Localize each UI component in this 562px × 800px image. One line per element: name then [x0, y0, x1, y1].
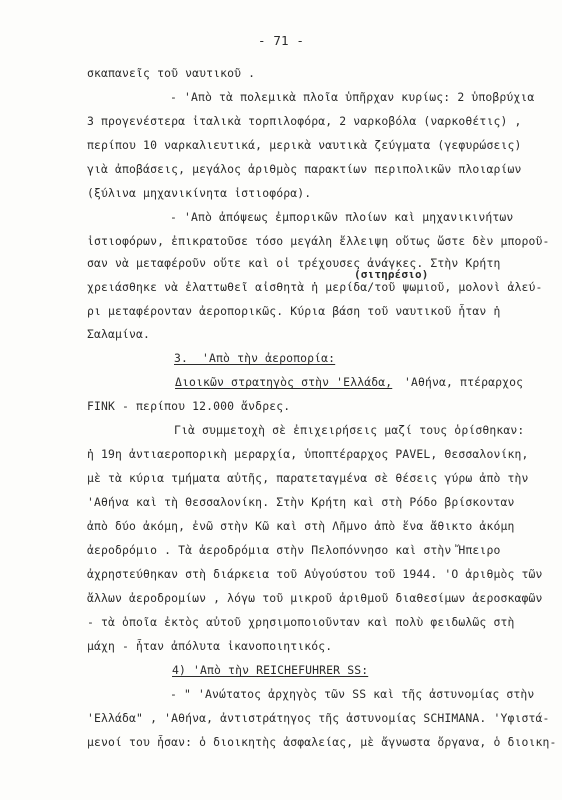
text-line: 'Ελλάδα" , 'Αθήνα, ἀντιστράτηγος τῆς ἀστυνομίας SCHIMANA. 'Υφιστά-: [87, 711, 550, 725]
text-line: Γιὰ συμμετοχὴ σὲ ἐπιχειρήσεις μαζί τους ὁρίσθηκαν:: [174, 423, 525, 437]
text-line: μενοί του ἦσαν: ὁ διοικητὴς ἀσφαλείας, μὲ ἄγνωστα ὄργανα, ὁ διοικη-: [87, 735, 557, 749]
text-line: ρι μεταφέρονταν ἀεροπορικῶς. Κύρια βάση τοῦ ναυτικοῦ ἦταν ἡ: [87, 304, 501, 318]
page-number: - 71 -: [257, 33, 305, 48]
section-heading: 3.__'Απὸ_τὴν_ἀεροπορία:: [174, 351, 336, 365]
commander-label: Διοικῶν_στρατηγὸς_στὴν_'Ελλάδα,: [175, 375, 393, 389]
text-line: Σαλαμίνα.: [87, 327, 151, 341]
text-line: γιὰ ἀποβάσεις, μεγάλος ἀριθμὸς παρακτίων περιπολικῶν πλοιαρίων: [87, 162, 522, 176]
text-line: περίπου 10 ναρκαλιευτικά, μερικὰ ναυτικὰ ζεύγματα (γεφυρώσεις): [87, 138, 522, 152]
text-line: FINK - περίπου 12.000 ἄνδρες.: [87, 399, 291, 413]
text-line: ἱστιοφόρων, ἐπικρατοῦσε τόσο μεγάλη ἔλλειψη οὔτως ὥστε δὲν μποροῦ-: [87, 234, 550, 248]
handwritten-insertion: (σιτηρέσιο): [354, 268, 429, 281]
text-line: - " 'Ανώτατος ἀρχηγὸς τῶν SS καὶ τῆς ἀστυνομίας στὴν: [170, 687, 535, 701]
text-line: 'Αθήνα καὶ τὴ Θεσσαλονίκη. Στὴν Κρήτη καὶ στὴ Ρόδο βρίσκονταν: [87, 495, 515, 509]
text-line: ἀχρηστεύθηκαν στὴ διάρκεια τοῦ Αὐγούστου τοῦ 1944. 'Ο ἀριθμὸς τῶν: [87, 567, 543, 581]
text-line: ἡ 19η ἀντιαεροπορικὴ μεραρχία, ὑποπτέραρχος PAVEL, Θεσσαλονίκη,: [87, 447, 529, 461]
text-line: (ξύλινα μηχανικίνητα ἱστιοφόρα).: [87, 186, 312, 200]
text-line: σκαπανεῖς τοῦ ναυτικοῦ .: [87, 66, 256, 80]
text-line: - 'Απὸ ἀπόψεως ἐμπορικῶν πλοίων καὶ μηχανικινήτων: [170, 210, 514, 224]
text-line: ἀεροδρόμιο . Τὰ ἀεροδρόμια στὴν Πελοπόννησο καὶ στὴν Ἤπειρο: [87, 543, 501, 557]
text-line: μάχη - ἦταν ἀπόλυτα ἱκανοποιητικός.: [87, 639, 333, 653]
text-line: 3 προγενέστερα ἰταλικὰ τορπιλοφόρα, 2 ναρκοβόλα (ναρκοθέτις) ,: [87, 114, 522, 128]
text-line: ἄλλων ἀεροδρομίων , λόγω τοῦ μικροῦ ἀριθμοῦ διαθεσίμων ἀεροσκαφῶν: [87, 591, 543, 605]
text-line: ἀπὸ δύο ἀκόμη, ἐνῶ στὴν Κῶ καὶ στὴ Λῆμνο ἀπὸ ἕνα ἄθικτο ἀκόμη: [87, 519, 515, 533]
text-line: - τὰ ὁποῖα ἐκτὸς αὐτοῦ χρησιμοποιοῦνταν καὶ πολὺ φειδωλῶς στὴ: [87, 615, 515, 629]
text-line: - 'Απὸ τὰ πολεμικὰ πλοῖα ὑπῆρχαν κυρίως: 2 ὑποβρύχια: [170, 90, 535, 104]
text-line: 'Αθήνα, πτέραρχος: [404, 375, 524, 389]
section-heading: 4) 'Απὸ_τὴν_REICHEFUHRER_SS:: [172, 663, 369, 677]
text-line: σαν νὰ μεταφέροῦν οὔτε καὶ οἱ τρέχουσες ἀνάγκες. Στὴν Κρήτη: [87, 256, 501, 270]
text-line: μὲ τὰ κύρια τμήματα αὐτῆς, παρατεταγμένα σὲ θέσεις γύρω ἀπὸ τὴν: [87, 471, 529, 485]
text-line: χρειάσθηκε νὰ ἐλαττωθεῖ αἰσθητὰ ἡ μερίδα/τοῦ ψωμιοῦ, μολονὶ ἀλεύ-: [87, 280, 543, 294]
